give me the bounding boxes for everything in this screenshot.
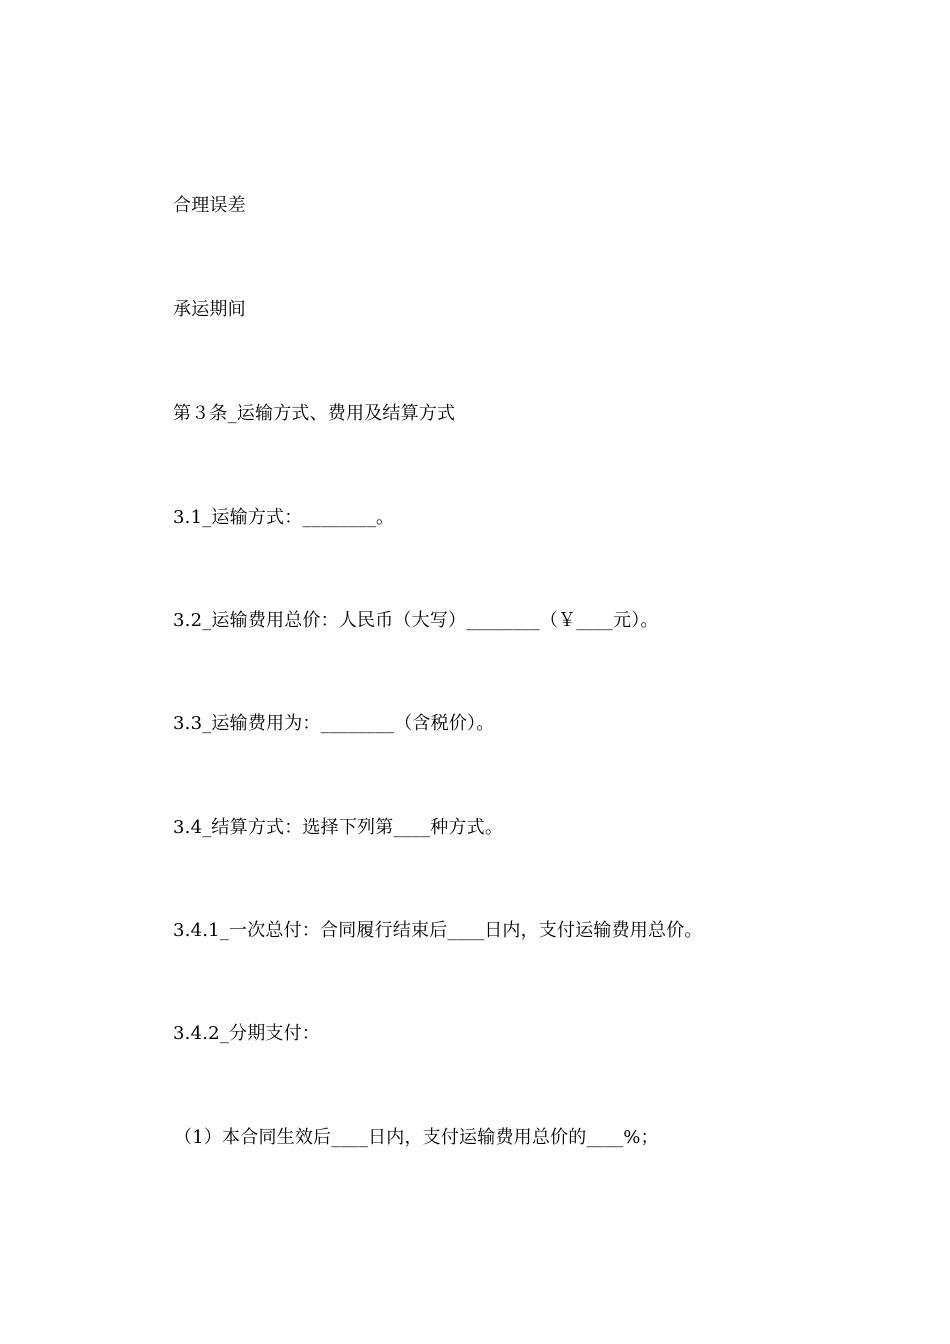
clause-3-4-settlement-method: 3.4_结算方式：选择下列第____种方式。 [173,817,504,838]
clause-3-2-total-price: 3.2_运输费用总价：人民币（大写）________（￥____元）。 [173,610,659,631]
clause-3-1-transport-method: 3.1_运输方式：________。 [173,507,395,528]
clause-3-4-2-installments: 3.4.2_分期支付： [173,1023,320,1044]
clause-3-4-1-lump-sum: 3.4.1_一次总付：合同履行结束后____日内，支付运输费用总价。 [173,920,703,941]
clause-item-1-first-installment: （1）本合同生效后____日内，支付运输费用总价的____%； [174,1127,659,1148]
text-line-reasonable-error: 合理误差 [173,195,246,216]
clause-3-3-transport-fee: 3.3_运输费用为：________（含税价）。 [173,713,495,734]
text-line-carriage-period: 承运期间 [173,299,246,320]
section-heading-article-3: 第３条_运输方式、费用及结算方式 [173,403,456,424]
